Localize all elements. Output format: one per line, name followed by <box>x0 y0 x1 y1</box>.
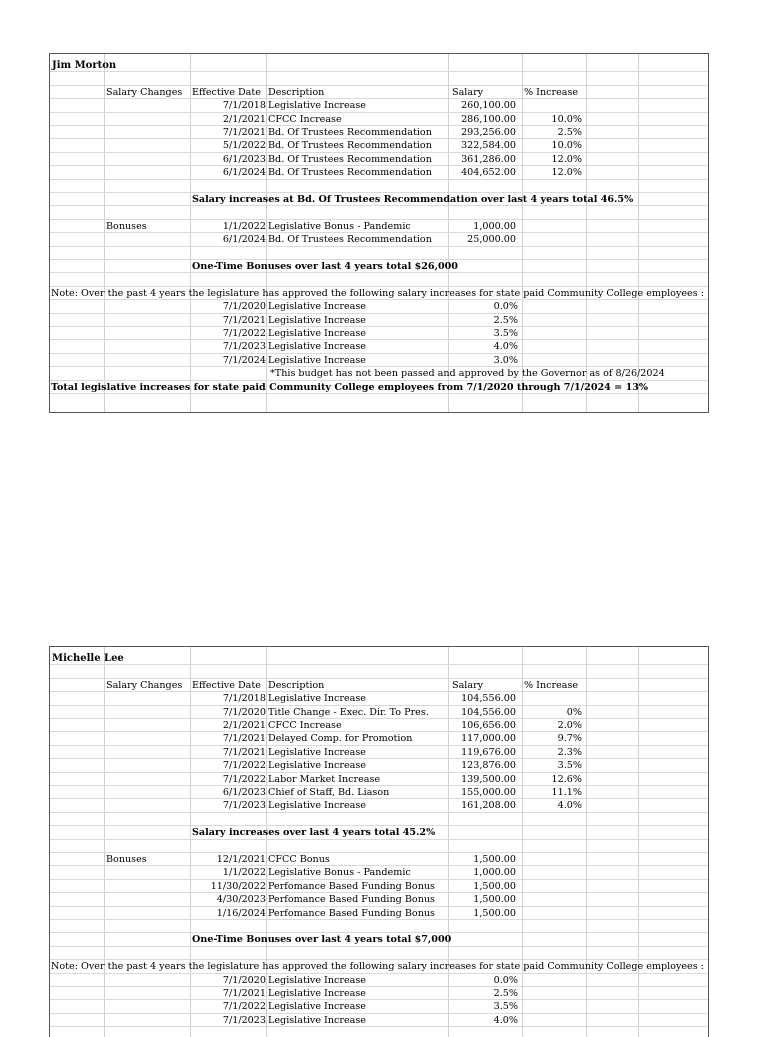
legislative-description: Legislative Increase <box>268 341 366 353</box>
bonus-row <box>50 866 708 879</box>
blank-row <box>50 813 708 826</box>
salary-row <box>50 746 708 759</box>
note-row <box>50 287 708 300</box>
salary-row <box>50 799 708 812</box>
effective-date: 7/1/2020 <box>222 706 266 718</box>
total-legislative-increases: Total legislative increases for state paid Community College employees from 7/1/2020 through 7/1/2024 = 13% <box>51 381 649 393</box>
percent-increase: 9.7% <box>557 733 582 745</box>
header-row <box>50 679 708 692</box>
salary-row <box>50 773 708 786</box>
salary-amount: 123,876.00 <box>461 760 516 772</box>
blank-row <box>50 273 708 286</box>
header-row <box>50 86 708 99</box>
effective-date: 6/1/2023 <box>222 787 266 798</box>
description: Bd. Of Trustees Recommendation <box>268 127 432 138</box>
salary-changes-label: Salary Changes <box>106 86 183 98</box>
bonus-amount: 1,500.00 <box>473 880 516 892</box>
bonus-date: 12/1/2021 <box>216 854 266 865</box>
salary-amount: 404,652.00 <box>461 167 516 179</box>
bonus-amount: 1,000.00 <box>473 867 516 879</box>
legislative-date: 7/1/2021 <box>222 988 266 999</box>
michelle-lee-sheet <box>49 646 709 1037</box>
blank-row <box>50 840 708 853</box>
description: Labor Market Increase <box>268 773 381 785</box>
legislative-percent: 2.5% <box>493 988 518 999</box>
employee-name: Michelle Lee <box>52 653 124 664</box>
salary-summary: Salary increases over last 4 years total 45.2% <box>192 827 436 839</box>
salary-amount: 161,208.00 <box>461 800 516 812</box>
bonus-amount: 1,500.00 <box>473 907 516 919</box>
legislative-percent: 3.0% <box>493 354 518 366</box>
effective-date-header: Effective Date <box>192 86 261 98</box>
percent-increase: 11.1% <box>551 787 582 798</box>
legislative-date: 7/1/2020 <box>222 974 266 986</box>
salary-amount: 106,656.00 <box>461 720 516 731</box>
salary-amount: 361,286.00 <box>461 153 516 165</box>
effective-date: 7/1/2018 <box>222 100 266 112</box>
salary-row <box>50 153 708 166</box>
description: Chief of Staff, Bd. Liason <box>268 787 390 798</box>
description: Bd. Of Trustees Recommendation <box>268 167 432 179</box>
description: Legislative Increase <box>268 800 366 812</box>
salary-amount: 155,000.00 <box>461 787 516 798</box>
legislative-row <box>50 1014 708 1027</box>
bonus-description: Bd. Of Trustees Recommendation <box>268 234 432 246</box>
salary-row <box>50 166 708 179</box>
bonus-summary: One-Time Bonuses over last 4 years total $26,000 <box>192 261 458 272</box>
salary-row <box>50 706 708 719</box>
salary-row <box>50 732 708 745</box>
salary-summary-row <box>50 826 708 839</box>
legislative-date: 7/1/2024 <box>222 354 266 366</box>
percent-increase: 10.0% <box>551 140 582 152</box>
blank-row <box>50 247 708 260</box>
legislative-percent: 0.0% <box>493 301 518 313</box>
effective-date: 2/1/2021 <box>222 113 266 125</box>
percent-increase: 10.0% <box>551 113 582 125</box>
legislative-percent: 0.0% <box>493 974 518 986</box>
bonus-amount: 1,500.00 <box>473 894 516 906</box>
jim-morton-sheet <box>49 53 709 413</box>
bonus-row <box>50 233 708 246</box>
legislative-row <box>50 340 708 353</box>
percent-increase: 2.0% <box>557 720 582 731</box>
blank-row <box>50 947 708 960</box>
salary-row <box>50 139 708 152</box>
effective-date: 2/1/2021 <box>222 720 266 731</box>
description: Legislative Increase <box>268 760 366 772</box>
bonus-amount: 25,000.00 <box>467 234 516 246</box>
bonus-amount: 1,000.00 <box>473 220 516 232</box>
effective-date: 7/1/2021 <box>222 127 266 138</box>
total-row <box>50 381 708 394</box>
bonus-description: Perfomance Based Funding Bonus <box>268 894 435 906</box>
salary-row <box>50 719 708 732</box>
legislative-description: Legislative Increase <box>268 354 366 366</box>
legislative-date: 7/1/2023 <box>222 341 266 353</box>
bonuses-label: Bonuses <box>106 220 147 232</box>
legislative-date: 7/1/2022 <box>222 328 266 339</box>
salary-header: Salary <box>452 679 484 691</box>
effective-date: 7/1/2023 <box>222 800 266 812</box>
percent-increase: 12.0% <box>551 167 582 179</box>
description: Legislative Increase <box>268 746 366 758</box>
legislative-date: 7/1/2022 <box>222 1001 266 1013</box>
bonus-description: Perfomance Based Funding Bonus <box>268 907 435 919</box>
bonus-row <box>50 893 708 906</box>
bonus-date: 4/30/2023 <box>216 894 266 906</box>
employee-name: Jim Morton <box>52 60 117 71</box>
percent-increase: 4.0% <box>557 800 582 812</box>
bonus-row <box>50 907 708 920</box>
legislative-row <box>50 300 708 313</box>
salary-header: Salary <box>452 86 484 98</box>
salary-changes-label: Salary Changes <box>106 679 183 691</box>
bonus-row <box>50 880 708 893</box>
legislative-description: Legislative Increase <box>268 974 366 986</box>
bonus-date: 1/16/2024 <box>216 907 266 919</box>
effective-date: 7/1/2021 <box>222 733 266 745</box>
bonus-description: Legislative Bonus - Pandemic <box>268 220 411 232</box>
description: CFCC Increase <box>268 113 342 125</box>
legislative-description: Legislative Increase <box>268 1014 366 1026</box>
percent-increase: 0% <box>566 706 582 718</box>
bonus-summary-row <box>50 260 708 273</box>
footnote-row <box>50 367 708 380</box>
description: Legislative Increase <box>268 100 366 112</box>
bonus-description: Perfomance Based Funding Bonus <box>268 880 435 892</box>
bonus-amount: 1,500.00 <box>473 854 516 865</box>
legislative-date: 7/1/2021 <box>222 314 266 326</box>
percent-increase: 12.0% <box>551 153 582 165</box>
description: CFCC Increase <box>268 720 342 731</box>
legislative-description: Legislative Increase <box>268 301 366 313</box>
salary-amount: 293,256.00 <box>461 127 516 138</box>
effective-date-header: Effective Date <box>192 679 261 691</box>
percent-increase-header: % Increase <box>524 86 579 98</box>
legislative-date: 7/1/2020 <box>222 301 266 313</box>
legislative-row <box>50 1000 708 1013</box>
description: Bd. Of Trustees Recommendation <box>268 153 432 165</box>
legislative-percent: 4.0% <box>493 1014 518 1026</box>
legislative-row <box>50 314 708 327</box>
legislature-note: Note: Over the past 4 years the legislature has approved the following salary increases for state paid Community College employees : <box>51 961 704 973</box>
salary-amount: 104,556.00 <box>461 693 516 705</box>
salary-amount: 117,000.00 <box>461 733 516 745</box>
percent-increase: 2.5% <box>557 127 582 138</box>
description: Legislative Increase <box>268 693 366 705</box>
salary-amount: 322,584.00 <box>461 140 516 152</box>
bonus-row <box>50 853 708 866</box>
salary-amount: 119,676.00 <box>461 746 516 758</box>
salary-row <box>50 113 708 126</box>
effective-date: 6/1/2023 <box>222 153 266 165</box>
blank-row <box>50 72 708 85</box>
salary-row <box>50 692 708 705</box>
bonus-date: 6/1/2024 <box>222 234 266 246</box>
description: Bd. Of Trustees Recommendation <box>268 140 432 152</box>
percent-increase: 2.3% <box>557 746 582 758</box>
blank-row <box>50 180 708 193</box>
bonus-date: 1/1/2022 <box>222 867 266 879</box>
description: Title Change - Exec. Dir. To Pres. <box>268 706 429 718</box>
blank-row <box>50 665 708 678</box>
blank-row <box>50 920 708 933</box>
employee-name-row <box>50 59 708 72</box>
legislative-percent: 4.0% <box>493 341 518 353</box>
bonus-date: 1/1/2022 <box>222 220 266 232</box>
salary-row <box>50 759 708 772</box>
budget-footnote: *This budget has not been passed and approved by the Governor as of 8/26/2024 <box>270 368 665 380</box>
employee-name-row <box>50 652 708 665</box>
legislative-description: Legislative Increase <box>268 314 366 326</box>
effective-date: 7/1/2022 <box>222 760 266 772</box>
legislative-row <box>50 974 708 987</box>
effective-date: 7/1/2021 <box>222 746 266 758</box>
effective-date: 7/1/2022 <box>222 773 266 785</box>
salary-row <box>50 99 708 112</box>
percent-increase-header: % Increase <box>524 679 579 691</box>
salary-amount: 139,500.00 <box>461 773 516 785</box>
legislative-percent: 3.5% <box>493 328 518 339</box>
legislative-percent: 3.5% <box>493 1001 518 1013</box>
salary-row <box>50 126 708 139</box>
effective-date: 5/1/2022 <box>222 140 266 152</box>
description: Delayed Comp. for Promotion <box>268 733 413 745</box>
bonus-description: Legislative Bonus - Pandemic <box>268 867 411 879</box>
description-header: Description <box>268 86 325 98</box>
salary-row <box>50 786 708 799</box>
legislative-row <box>50 354 708 367</box>
bonus-date: 11/30/2022 <box>210 880 266 892</box>
salary-amount: 260,100.00 <box>461 100 516 112</box>
effective-date: 7/1/2018 <box>222 693 266 705</box>
legislative-row <box>50 987 708 1000</box>
percent-increase: 12.6% <box>551 773 582 785</box>
bonus-row <box>50 220 708 233</box>
bonuses-label: Bonuses <box>106 854 147 865</box>
salary-summary-row <box>50 193 708 206</box>
description-header: Description <box>268 679 325 691</box>
legislative-row <box>50 327 708 340</box>
bonus-description: CFCC Bonus <box>268 854 330 865</box>
legislative-description: Legislative Increase <box>268 328 366 339</box>
bonus-summary: One-Time Bonuses over last 4 years total $7,000 <box>192 934 452 946</box>
legislature-note: Note: Over the past 4 years the legislature has approved the following salary increases for state paid Community College employees : <box>51 287 704 299</box>
legislative-description: Legislative Increase <box>268 988 366 999</box>
legislative-percent: 2.5% <box>493 314 518 326</box>
salary-amount: 286,100.00 <box>461 113 516 125</box>
bonus-summary-row <box>50 933 708 946</box>
legislative-date: 7/1/2023 <box>222 1014 266 1026</box>
note-row <box>50 960 708 973</box>
effective-date: 6/1/2024 <box>222 167 266 179</box>
percent-increase: 3.5% <box>557 760 582 772</box>
salary-amount: 104,556.00 <box>461 706 516 718</box>
salary-summary: Salary increases at Bd. Of Trustees Recommendation over last 4 years total 46.5% <box>192 194 634 205</box>
blank-row <box>50 206 708 219</box>
legislative-description: Legislative Increase <box>268 1001 366 1013</box>
